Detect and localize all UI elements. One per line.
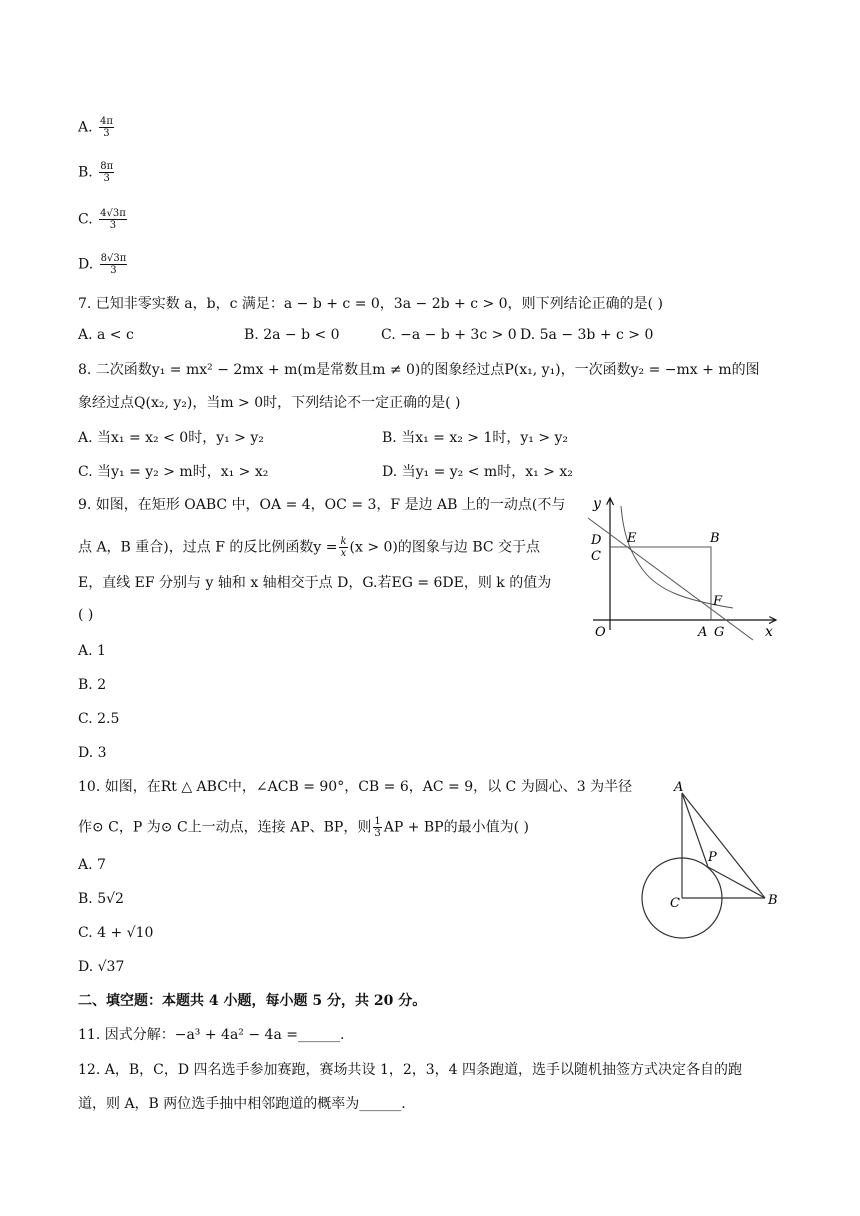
q6-option-b: B. $\frac{8\pi}{3}$ <box>78 161 114 184</box>
q8-option-d: D. 当y₁ = y₂ < m时，x₁ > x₂ <box>382 464 573 480</box>
q12-stem-line2: 道，则 A，B 两位选手抽中相邻跑道的概率为______. <box>78 1096 406 1112</box>
q7-stem: 7. 已知非零实数 a，b，c 满足：a − b + c = 0，3a − 2b + c > 0，则下列结论正确的是( ) <box>78 296 663 312</box>
label-y: y <box>593 496 601 512</box>
q12-stem-line1: 12. A，B，C，D 四名选手参加赛跑，赛场共设 1，2，3，4 四条跑道，选手以随机抽签方式决定各自的跑 <box>78 1062 743 1078</box>
label-c: C <box>591 549 601 564</box>
q10-stem-line2: 作⊙ C，P 为⊙ C上一动点，连接 AP、BP，则 $\frac{1}{3}$ AP + BP的最小值为( ) <box>78 816 529 839</box>
q10-option-d: D. √37 <box>78 959 125 975</box>
q8-stem-line1: 8. 二次函数y₁ = mx² − 2mx + m(m是常数且m ≠ 0)的图象经过点P(x₁, y₁)，一次函数y₂ = −mx + m的图 <box>78 362 760 378</box>
q10-stem-line1: 10. 如图，在Rt △ ABC中，∠ACB = 90°，CB = 6，AC = 9，以 C 为圆心、3 为半径 <box>78 779 633 795</box>
section-heading: 二、填空题：本题共 4 小题，每小题 5 分，共 20 分。 <box>78 993 427 1009</box>
q9-figure <box>583 490 783 650</box>
label-b: B <box>768 893 778 908</box>
q10-option-a: A. 7 <box>78 857 106 873</box>
q8-option-b: B. 当x₁ = x₂ > 1时，y₁ > y₂ <box>382 430 569 446</box>
q8-option-a: A. 当x₁ = x₂ < 0时，y₁ > y₂ <box>78 430 264 446</box>
label-d: D <box>591 533 602 548</box>
label-c: C <box>670 896 680 911</box>
segment-ab <box>682 793 765 898</box>
q6-option-a: A. $\frac{4\pi}{3}$ <box>78 116 113 139</box>
label-o: O <box>595 625 606 640</box>
segment-ap <box>682 793 708 867</box>
q8-stem-line2: 象经过点Q(x₂, y₂)，当m > 0时，下列结论不一定正确的是( ) <box>78 395 461 411</box>
hyperbola <box>621 506 733 608</box>
q7-option-d: D. 5a − 3b + c > 0 <box>520 327 654 343</box>
q6-option-c: C. $\frac{4√3\pi}{3}$ <box>78 208 126 231</box>
q9-option-b: B. 2 <box>78 677 107 693</box>
q7-option-c: C. −a − b + 3c > 0 <box>381 327 517 343</box>
q10-option-b: B. 5√2 <box>78 891 124 907</box>
label-x: x <box>765 624 773 640</box>
rectangle-oabc <box>610 547 711 620</box>
fraction: $\frac{8\pi}{3}$ <box>100 161 114 184</box>
q9-stem-line4: ( ) <box>78 607 94 623</box>
q7-option-a: A. a < c <box>78 327 134 343</box>
q9-option-c: C. 2.5 <box>78 711 120 727</box>
label-p: P <box>708 850 717 865</box>
q9-stem-line2: 点 A，B 重合)，过点 F 的反比例函数y = $\frac{k}{x}$ (x > 0)的图象与边 BC 交于点 <box>78 536 541 559</box>
q8-option-c: C. 当y₁ = y₂ > m时，x₁ > x₂ <box>78 464 269 480</box>
label-a: A <box>698 625 708 640</box>
q10-figure <box>630 775 790 940</box>
line-eg <box>588 518 753 640</box>
q9-option-a: A. 1 <box>78 643 106 659</box>
fraction: $\frac{1}{3}$ <box>374 816 381 839</box>
q11-stem: 11. 因式分解：−a³ + 4a² − 4a =______. <box>78 1027 345 1043</box>
segment-pb <box>708 867 765 898</box>
label-a: A <box>674 780 684 795</box>
label-b: B <box>710 531 720 546</box>
label-f: F <box>713 594 723 609</box>
q9-stem-line1: 9. 如图，在矩形 OABC 中，OA = 4，OC = 3，F 是边 AB 上的一动点(不与 <box>78 497 566 513</box>
q9-stem-line3: E，直线 EF 分别与 y 轴和 x 轴相交于点 D，G.若EG = 6DE，则 k 的值为 <box>78 575 552 591</box>
q9-option-d: D. 3 <box>78 745 107 761</box>
fraction: $\frac{8√3\pi}{3}$ <box>100 253 127 276</box>
fraction: $\frac{4\pi}{3}$ <box>100 116 113 139</box>
label-e: E <box>627 531 637 546</box>
q10-option-c: C. 4 + √10 <box>78 925 154 941</box>
q7-option-b: B. 2a − b < 0 <box>244 327 340 343</box>
fraction: $\frac{k}{x}$ <box>340 536 347 559</box>
q6-option-d: D. $\frac{8√3\pi}{3}$ <box>78 253 127 276</box>
label-g: G <box>714 625 725 640</box>
fraction: $\frac{4√3\pi}{3}$ <box>100 208 126 231</box>
